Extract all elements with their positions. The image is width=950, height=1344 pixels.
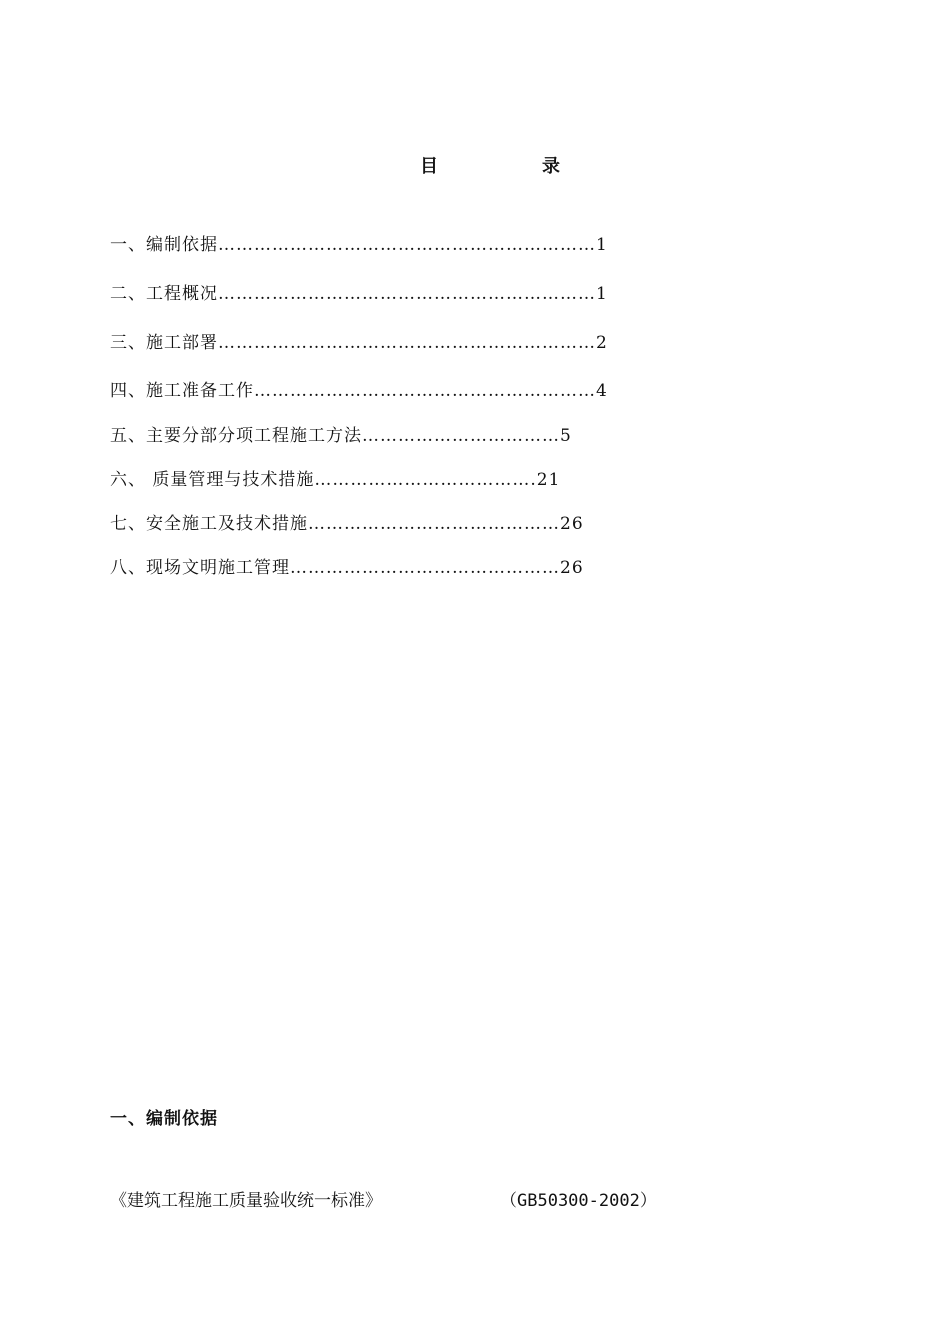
- toc-entry-5[interactable]: 五、主要分部分项工程施工方法……………………………5: [110, 426, 572, 446]
- toc-entry-6[interactable]: 六、 质量管理与技术措施……………………………….21: [110, 470, 561, 490]
- toc-entry-4[interactable]: 四、施工准备工作…………………………………………………4: [110, 381, 608, 401]
- toc-entry-3[interactable]: 三、施工部署………………………………………………………2: [110, 333, 608, 353]
- toc-entry-7[interactable]: 七、安全施工及技术措施……………………………………26: [110, 514, 584, 534]
- section-heading: 一、编制依据: [110, 1109, 218, 1129]
- toc-entry-8[interactable]: 八、现场文明施工管理………………………………………26: [110, 558, 584, 578]
- toc-entry-2[interactable]: 二、工程概况………………………………………………………1: [110, 284, 608, 304]
- reference-title: 《建筑工程施工质量验收统一标准》: [110, 1191, 382, 1211]
- toc-title-right: 录: [542, 156, 560, 177]
- toc-title-left: 目: [420, 156, 438, 177]
- toc-title: [420, 152, 560, 178]
- reference-code: （GB50300-2002）: [500, 1191, 657, 1211]
- toc-entry-1[interactable]: 一、编制依据………………………………………………………1: [110, 235, 608, 255]
